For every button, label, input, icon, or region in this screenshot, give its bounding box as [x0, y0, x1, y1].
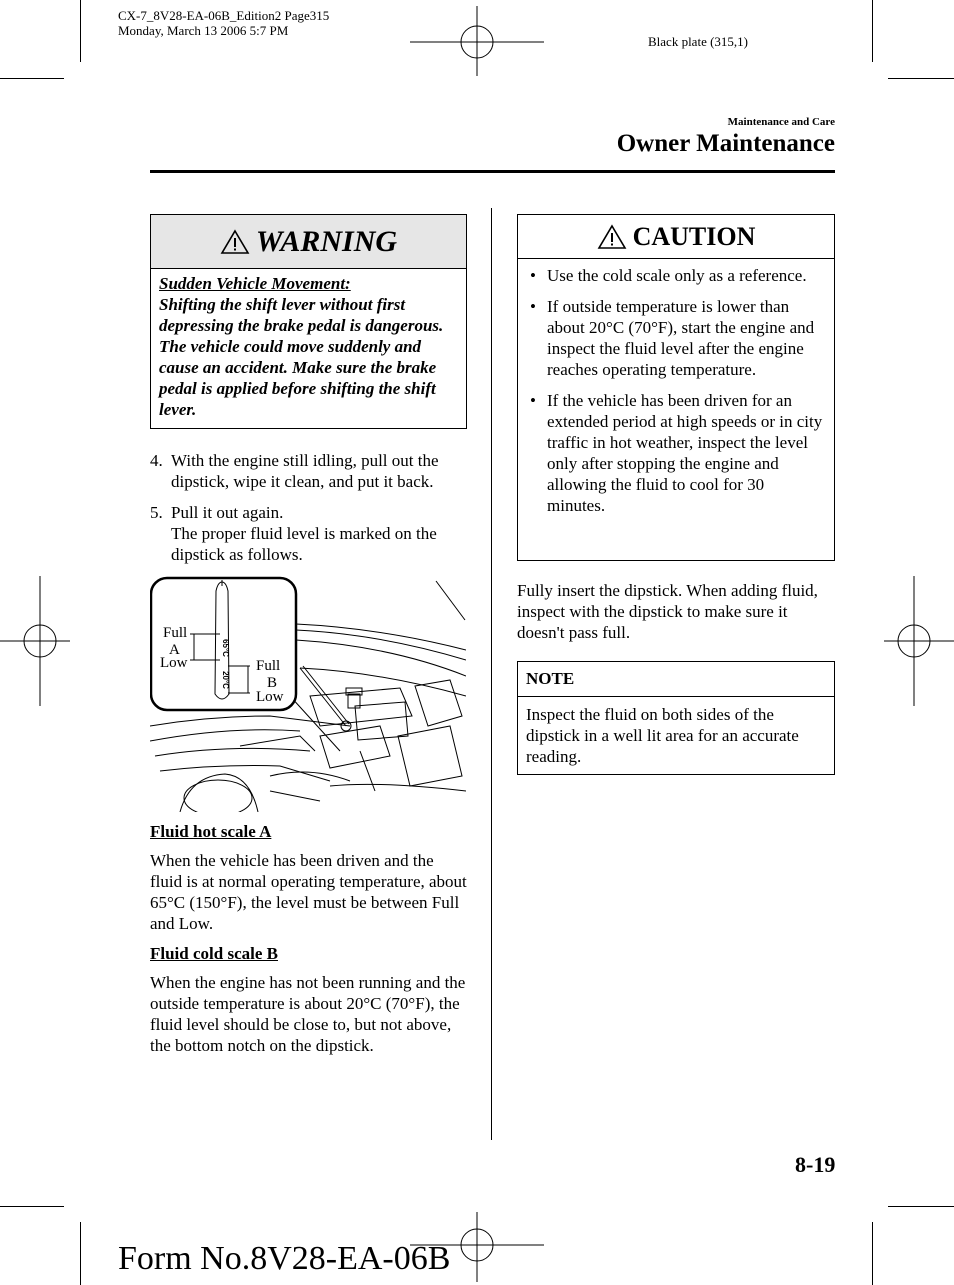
step-text: Pull it out again.: [171, 503, 284, 522]
form-number: Form No.8V28-EA-06B: [118, 1240, 451, 1277]
warning-header: [151, 215, 466, 269]
hot-scale-heading: Fluid hot scale A: [150, 822, 272, 841]
warning-text: Shifting the shift lever without first depressing the brake pedal is dangerous. The vehicle could move suddenly and cause an accident. Make sure the brake pedal is applied before shifting the shift lever.: [159, 295, 444, 419]
note-box: [517, 661, 835, 775]
section-label: Maintenance and Care: [727, 116, 835, 128]
warning-box: [150, 214, 467, 429]
caution-item: • If outside temperature is lower than about 20°C (70°F), start the engine and inspect the fluid level after the engine reaches operating temperature.: [530, 296, 826, 380]
note-title: NOTE: [518, 662, 834, 697]
engine-dipstick-illustration: [150, 576, 466, 812]
print-meta-line1: CX-7_8V28-EA-06B_Edition2 Page315: [118, 8, 330, 23]
insert-text: Fully insert the dipstick. When adding fluid, inspect with the dipstick to make sure it doesn't pass full.: [517, 581, 818, 642]
step-number: 4.: [150, 451, 163, 470]
label-full-b: Full: [256, 658, 281, 674]
cold-scale-heading: Fluid cold scale B: [150, 944, 278, 963]
label-b: B: [267, 675, 278, 691]
page-number: 8-19: [795, 1152, 836, 1177]
column-divider: [491, 208, 492, 1140]
step-text: With the engine still idling, pull out the dipstick, wipe it clean, and put it back.: [171, 451, 439, 491]
caution-header: [518, 215, 834, 259]
dipstick-figure: [150, 576, 466, 812]
warning-body: [151, 269, 466, 424]
step-number: 5.: [150, 503, 163, 522]
caution-box: [517, 214, 835, 561]
label-a: A: [169, 642, 180, 658]
warning-triangle-icon: [220, 229, 250, 255]
caution-title: CAUTION: [632, 221, 756, 251]
hot-scale-text: When the vehicle has been driven and the fluid is at normal operating temperature, about 65°C (150°F), the level must be between Full and Low.: [150, 851, 467, 933]
registration-mark-right: [884, 576, 954, 706]
warning-title: WARNING: [255, 224, 398, 258]
note-body: Inspect the fluid on both sides of the dipstick in a well lit area for an accurate reading.: [526, 705, 799, 766]
page-title: Owner Maintenance: [616, 130, 835, 157]
plate-label: Black plate (315,1): [648, 34, 748, 49]
warning-subtitle: Sudden Vehicle Movement:: [159, 274, 351, 293]
mark-65c: 65°C: [221, 639, 230, 657]
print-meta-line2: Monday, March 13 2006 5:7 PM: [118, 23, 289, 38]
registration-mark-left: [0, 576, 70, 706]
print-meta: [118, 8, 329, 38]
header-rule: [150, 170, 835, 173]
cold-scale-text: When the engine has not been running and the outside temperature is about 20°C (70°F), the fluid level should be close to, but not above, the bottom notch on the dipstick.: [150, 973, 466, 1055]
caution-item: • If the vehicle has been driven for an extended period at high speeds or in city traffic in hot weather, inspect the level only after stopping the engine and allowing the fluid to cool for 30 minutes.: [530, 390, 826, 516]
mark-20c: 20°C: [221, 671, 230, 689]
label-full-a: Full: [163, 625, 188, 641]
caution-list: [518, 259, 834, 516]
step-5: [150, 502, 470, 565]
label-low-a: Low: [160, 655, 188, 671]
label-low-b: Low: [256, 689, 284, 705]
registration-mark-top: [410, 6, 544, 76]
caution-item: • Use the cold scale only as a reference.: [530, 265, 826, 286]
step-text-2: The proper fluid level is marked on the dipstick as follows.: [171, 524, 437, 564]
step-4: [150, 450, 470, 492]
caution-triangle-icon: [597, 224, 627, 250]
